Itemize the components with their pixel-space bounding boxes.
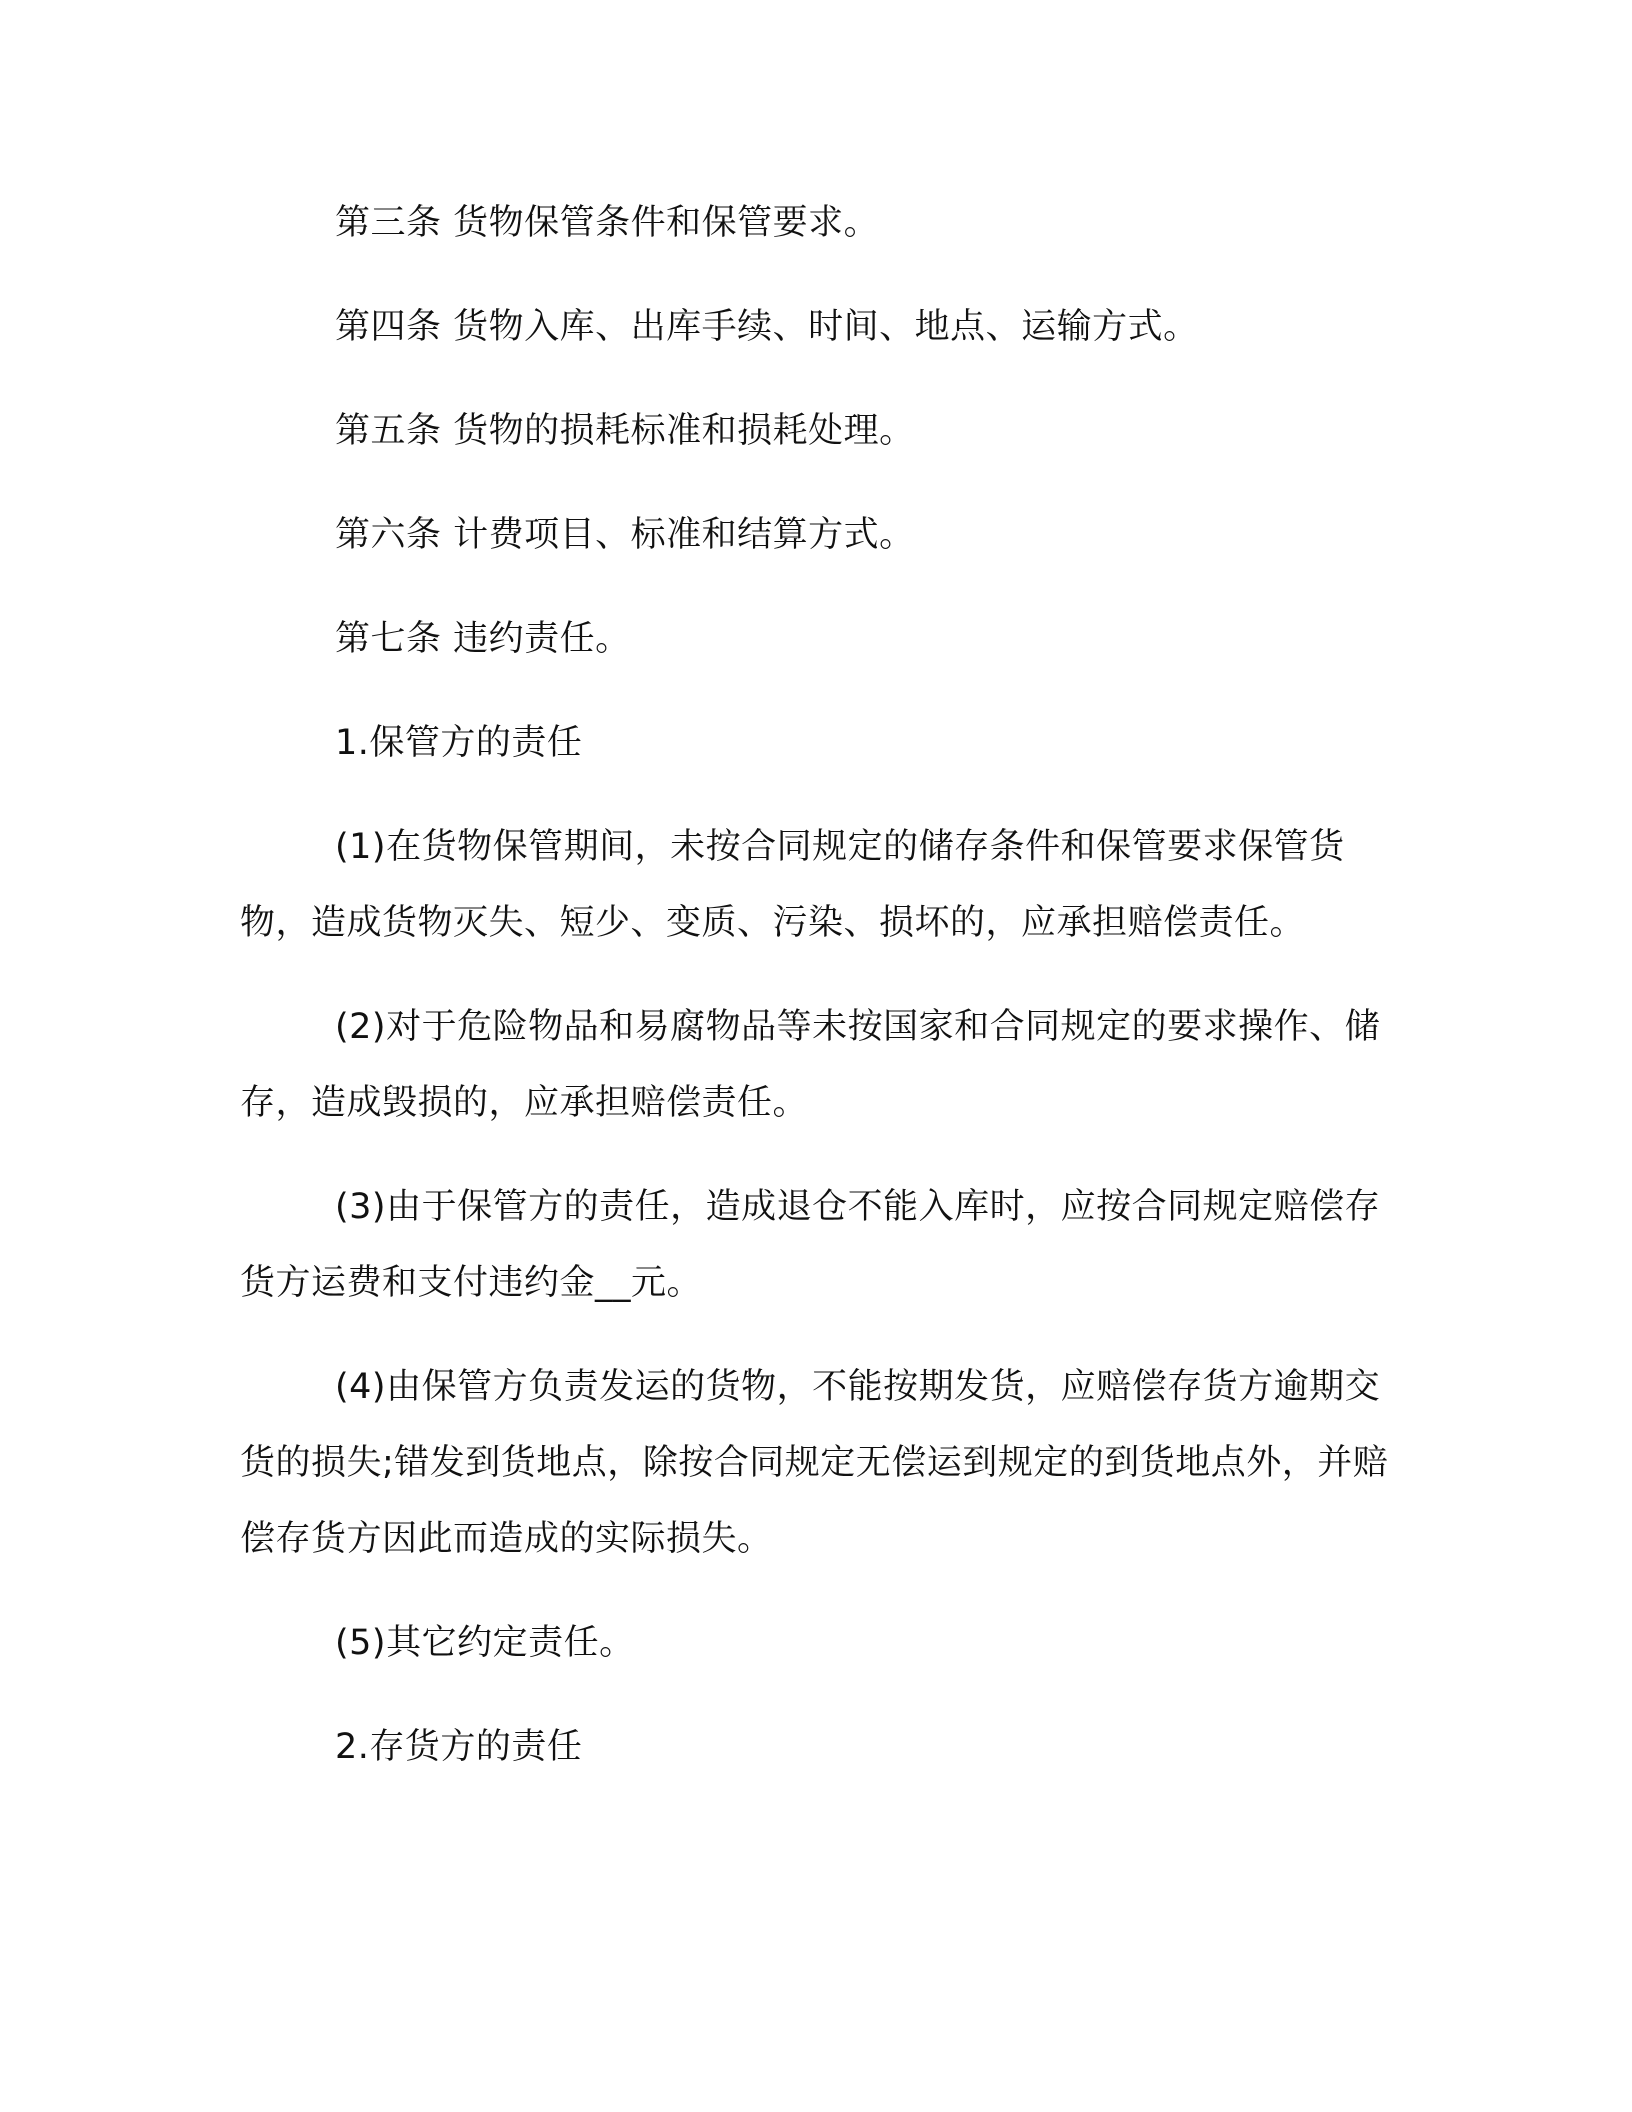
article-3-paragraph: 第三条 货物保管条件和保管要求。 bbox=[335, 203, 880, 243]
custodian-item-5: (5)其它约定责任。 bbox=[335, 1623, 635, 1663]
custodian-item-1: (1)在货物保管期间，未按合同规定的储存条件和保管要求保管货物，造成货物灭失、短少、变质、污染、损坏的，应承担赔偿责任。 bbox=[240, 827, 1345, 943]
article-5-paragraph: 第五条 货物的损耗标准和损耗处理。 bbox=[335, 411, 915, 451]
custodian-item-4: (4)由保管方负责发运的货物，不能按期发货，应赔偿存货方逾期交货的损失;错发到货地点，除按合同规定无偿运到规定的到货地点外，并赔偿存货方因此而造成的实际损失。 bbox=[240, 1367, 1389, 1559]
article-6-paragraph: 第六条 计费项目、标准和结算方式。 bbox=[335, 515, 915, 555]
document-body bbox=[240, 185, 1390, 1785]
custodian-item-3: (3)由于保管方的责任，造成退仓不能入库时，应按合同规定赔偿存货方运费和支付违约金__元。 bbox=[240, 1187, 1381, 1303]
article-4-paragraph: 第四条 货物入库、出库手续、时间、地点、运输方式。 bbox=[335, 307, 1199, 347]
section-custodian-heading: 1.保管方的责任 bbox=[335, 723, 583, 763]
section-depositor-heading: 2.存货方的责任 bbox=[335, 1727, 583, 1767]
custodian-item-2: (2)对于危险物品和易腐物品等未按国家和合同规定的要求操作、储存，造成毁损的，应承担赔偿责任。 bbox=[240, 1007, 1381, 1123]
article-7-paragraph: 第七条 违约责任。 bbox=[335, 619, 631, 659]
